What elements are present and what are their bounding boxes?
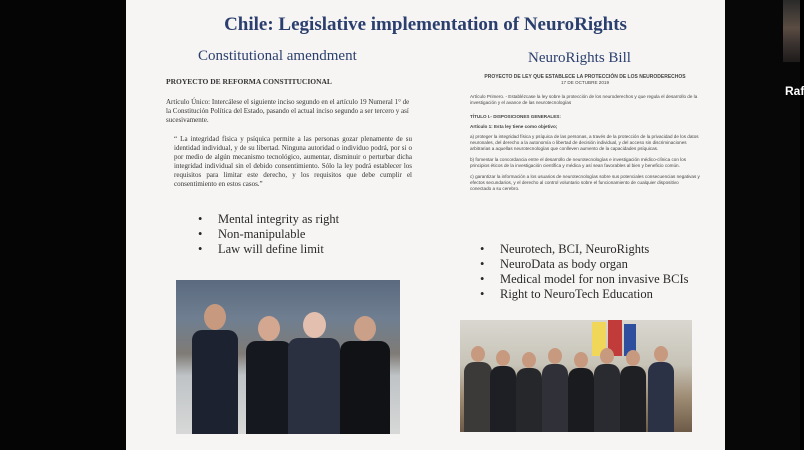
bill-doc-date: 17 DE OCTUBRE 2019	[561, 80, 609, 85]
participant-panel	[725, 0, 804, 450]
bill-doc-item: c) garantizar la información a los usuarios de neurotecnologías sobre sus potenciales consecuencias negativas y efectos secundarios, y el derecho al control voluntario sobre el funcionamiento de cualquier dispositivo conectado a su cerebro.	[470, 174, 700, 191]
person-figure	[594, 348, 620, 432]
person-figure	[648, 346, 674, 432]
bill-bullet-list	[478, 242, 689, 302]
neurorights-bill-document	[470, 74, 700, 197]
bullet-item: • Right to NeuroTech Education	[478, 287, 689, 302]
bill-doc-heading: PROYECTO DE LEY QUE ESTABLECE LA PROTECCIÓN DE LOS NEURODERECHOS	[484, 74, 686, 80]
constitutional-amendment-document	[166, 77, 412, 189]
bullet-item: • NeuroData as body organ	[478, 257, 689, 272]
bullet-item: • Mental integrity as right	[196, 212, 339, 227]
amendment-doc-quote: “ La integridad física y psíquica permite a las personas gozar plenamente de su identidad individual, y de su libertad. Ninguna autoridad o individuo podrá, por si o por medio de algún mecanismo tecnológico, aumentar, disminuir o perturbar dicha integridad individual sin el debido consentimiento. Sólo la ley podrá establecer los requisitos para limitar este derecho, y los requisitos que debe cumplir el consentimiento en estos casos.”	[174, 135, 412, 188]
participant-name: Raf	[785, 84, 804, 98]
person-figure	[246, 316, 292, 434]
person-figure	[516, 352, 542, 432]
amendment-doc-article: Artículo Único: Intercálese el siguiente inciso segundo en el artículo 19 Numeral 1° de la Constitución Política del Estado, pasando el actual inciso segundo a ser tercero y así sucesivamente.	[166, 98, 410, 124]
amendment-bullet-list	[196, 212, 339, 257]
person-figure	[620, 350, 646, 432]
person-figure	[340, 316, 390, 434]
person-figure	[464, 346, 492, 432]
person-figure	[192, 304, 238, 434]
signing-ceremony-photo	[176, 280, 400, 434]
person-figure	[542, 348, 568, 432]
bullet-item: • Law will define limit	[196, 242, 339, 257]
bullet-item: • Neurotech, BCI, NeuroRights	[478, 242, 689, 257]
person-figure	[568, 352, 594, 432]
bill-presentation-photo	[460, 320, 692, 432]
video-frame-left	[0, 0, 126, 450]
constitutional-amendment-heading: Constitutional amendment	[198, 48, 357, 64]
bill-doc-section: TÍTULO I.- DISPOSICIONES GENERALES:	[470, 114, 561, 119]
bill-doc-item: b) fomentar la concordancia entre el desarrollo de neurotecnologías e investigación médico-clínica con los principios éticos de la investigación científica y médica y así sean favorables al bien y beneficio común.	[470, 157, 687, 168]
bullet-item: • Medical model for non invasive BCIs	[478, 272, 689, 287]
person-figure	[288, 312, 340, 434]
bill-doc-subsection: Artículo 1: Esta ley tiene como objetivo;	[470, 124, 558, 129]
bill-doc-article: Artículo Primero. - Establézcase la ley sobre la protección de los neuroderechos y que regula el desarrollo de la investigación y el avance de las neurotecnologías	[470, 94, 698, 105]
shared-slide	[126, 0, 725, 450]
person-figure	[490, 350, 516, 432]
slide-title: Chile: Legislative implementation of NeuroRights	[224, 14, 627, 35]
neurorights-bill-heading: NeuroRights Bill	[528, 50, 631, 66]
bullet-item: • Non-manipulable	[196, 227, 339, 242]
bill-doc-item: a) proteger la integridad física y psíquica de las personas, a través de la protección de la privacidad de los datos neuronales, del derecho a la autonomía o libertad de decisión individual, y del acceso sin discriminaciones arbitrarias a aquellas neurotecnologías que conlleven aumento de la capacidades psíquicas.	[470, 134, 699, 151]
amendment-doc-heading: PROYECTO DE REFORMA CONSTITUCIONAL	[166, 77, 332, 86]
participant-video-thumbnail[interactable]	[783, 0, 800, 62]
